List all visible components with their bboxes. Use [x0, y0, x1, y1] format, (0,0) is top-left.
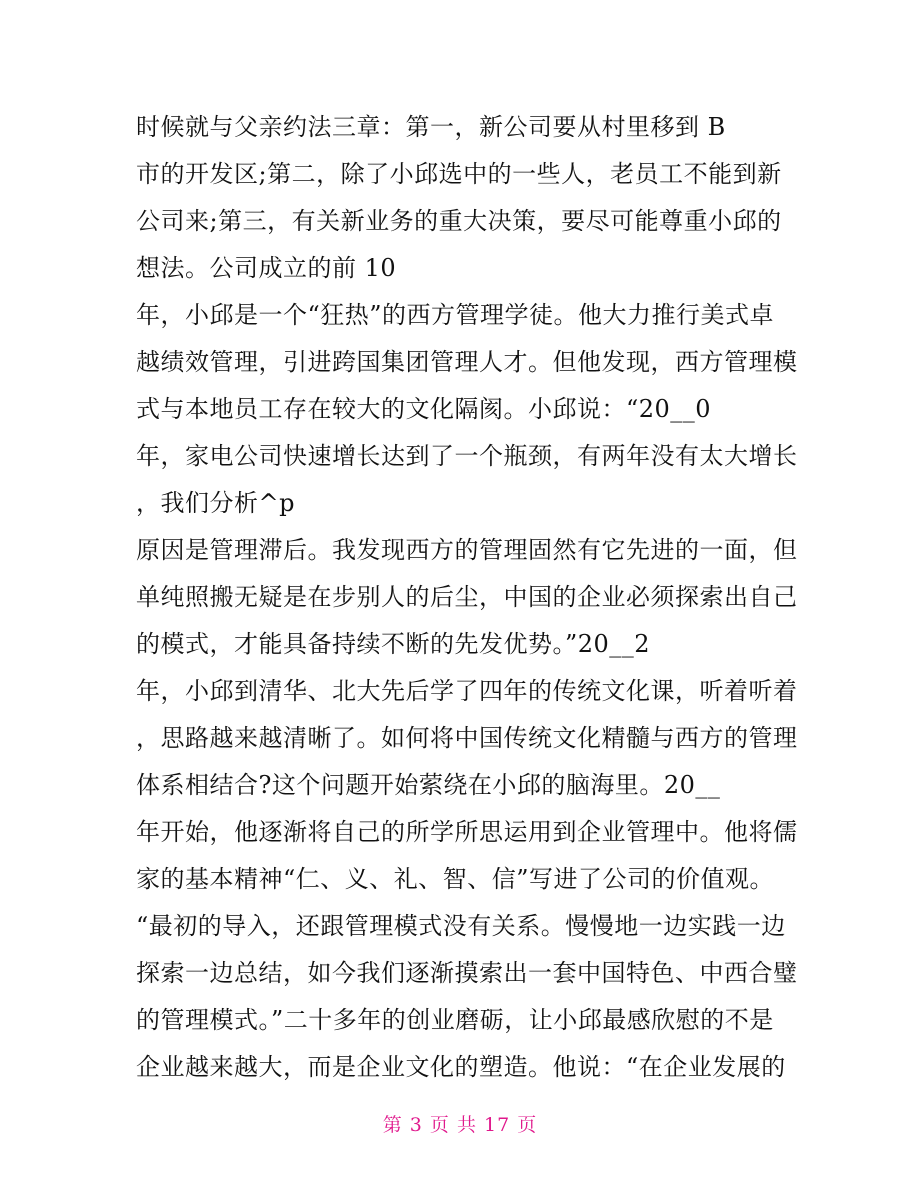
text-line: 探索一边总结，如今我们逐渐摸索出一套中国特色、中西合璧 — [136, 959, 798, 987]
text-line: 年开始，他逐渐将自己的所学所思运用到企业管理中。他将儒 — [136, 818, 798, 846]
text-line: 式与本地员工存在较大的文化隔阂。小邱说：“20__0 — [136, 395, 712, 423]
text-line: 的管理模式。”二十多年的创业磨砺，让小邱最感欣慰的不是 — [136, 1006, 774, 1034]
body-text — [136, 104, 796, 1091]
text-line: 越绩效管理，引进跨国集团管理人才。但他发现，西方管理模 — [136, 348, 798, 376]
text-line: 单纯照搬无疑是在步别人的后尘，中国的企业必须探索出自己 — [136, 583, 798, 611]
text-line: 市的开发区;第二，除了小邱选中的一些人，老员工不能到新 — [136, 160, 782, 188]
text-line: 时候就与父亲约法三章：第一，新公司要从村里移到 B — [136, 113, 726, 141]
text-line: 年，家电公司快速增长达到了一个瓶颈，有两年没有太大增长 — [136, 442, 798, 470]
text-line: 公司来;第三，有关新业务的重大决策，要尽可能尊重小邱的 — [136, 207, 782, 235]
text-line: 原因是管理滞后。我发现西方的管理固然有它先进的一面，但 — [136, 536, 798, 564]
text-line: ，思路越来越清晰了。如何将中国传统文化精髓与西方的管理 — [136, 724, 798, 752]
text-line: 体系相结合?这个问题开始萦绕在小邱的脑海里。20__ — [136, 771, 721, 799]
text-line: 想法。公司成立的前 10 — [136, 254, 397, 282]
text-line: 的模式，才能具备持续不断的先发优势。”20__2 — [136, 630, 651, 658]
text-line: “最初的导入，还跟管理模式没有关系。慢慢地一边实践一边 — [136, 912, 786, 940]
text-line: 年，小邱是一个“狂热”的西方管理学徒。他大力推行美式卓 — [136, 301, 775, 329]
text-line: ，我们分析^p — [136, 489, 295, 517]
text-line: 年，小邱到清华、北大先后学了四年的传统文化课，听着听着 — [136, 677, 798, 705]
text-line: 企业越来越大，而是企业文化的塑造。他说：“在企业发展的 — [136, 1053, 786, 1081]
text-line: 家的基本精神“仁、义、礼、智、信”写进了公司的价值观。 — [136, 865, 775, 893]
page-number-footer: 第 3 页 共 17 页 — [382, 1114, 538, 1136]
